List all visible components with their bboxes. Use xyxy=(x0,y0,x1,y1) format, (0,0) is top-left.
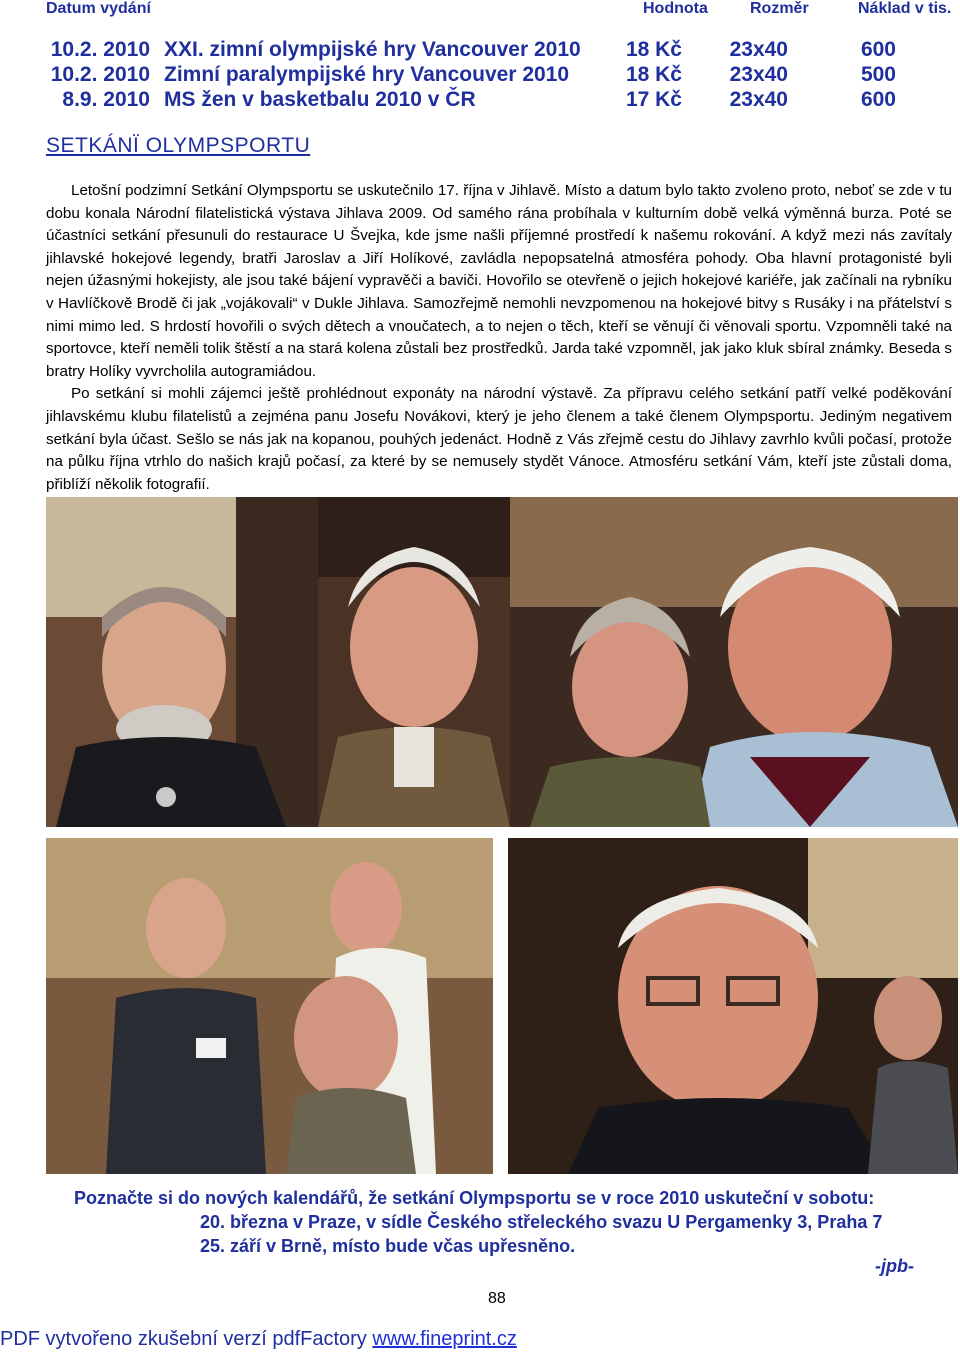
stamp-edition: 600 xyxy=(860,38,896,61)
photo-men-standing xyxy=(46,838,493,1174)
article-paragraph: Po setkání si mohli zájemci ještě prohlédnout exponáty na národní výstavě. Za přípravu celého setkání patří velké poděkování jihlavskému klubu filatelistů a zejména panu Josefu Novákovi, který je jeho členem a také členem Olympsportu. Jediným negativem setkání byla účast. Sešlo se nás jak na kopanou, pouhých jedenáct. Hodně z Vás zřejmě cestu do Jihlavy zavrhlo kvůli počasí, protože na půlku října vtrhlo do našich krajů počasí, za které by se nemusely stydět Vánoce. Atmosféru setkání Vám, kteří jste zůstali doma, přiblíží několik fotografií. xyxy=(46,385,952,493)
col-edition-header: Náklad v tis. xyxy=(858,0,952,17)
event-notice xyxy=(74,1186,954,1258)
photo-man-gray-beard xyxy=(46,497,318,827)
footer-text: PDF vytvořeno zkušební verzí pdfFactory xyxy=(0,1328,373,1350)
stamp-date: 10.2. 2010 xyxy=(50,38,150,61)
stamp-price: 18 Kč xyxy=(625,63,682,86)
author-signature: -jpb- xyxy=(875,1256,914,1276)
col-date-header: Datum vydání xyxy=(46,0,151,17)
notice-intro: Poznačte si do nových kalendářů, že setkání Olympsportu se v roce 2010 uskuteční v sobotu: xyxy=(74,1188,875,1208)
page-number: 88 xyxy=(488,1290,506,1307)
stamp-date: 8.9. 2010 xyxy=(62,88,150,111)
col-price-header: Hodnota xyxy=(643,0,708,17)
photo-men-talking xyxy=(510,497,958,827)
article-paragraph: Letošní podzimní Setkání Olympsportu se uskutečnilo 17. října v Jihlavě. Místo a datum bylo takto zvoleno proto, neboť se zde v tu dobu konala Národní filatelistická výstava Jihlava 2009. Od samého rána probíhala v kulturním době velká výměnná burza. Poté se účastníci setkání přesunuli do restaurace U Švejka, kde jsme našli příjemné prostředí k našemu rokování. A když mezi nás zavítaly jihlavské hokejové legendy, bratři Jaroslav a Jiří Holíkové, zavládla nepopsatelná atmosféra pohody. Oba hlavní protagonisté byli nejen úžasnými hokejisty, ale jsou také bájení vypravěči a baviči. Hovořilo se otevřeně o jejich hokejové kariéře, jak začínali na rybníku v Havlíčkově Brodě či jak „vojákovali“ v Dukle Jihlava. Samozřejmě nemohli nevzpomenou na hokejové bitvy s Rusáky i na přátelství s nimi mimo led. S hrdostí hovořili o svých dětech a vnoučatech, a to nejen o těch, kteří se věnují či věnovali sportu. Vzpomněli také na sportovce, kteří neměli tolik štěstí a na stará kolena zůstali bez prostředků. Jarda také vzpomněl, jak jako kluk sbíral známky. Beseda s bratry Holíky vyvrcholila autogramiádou. xyxy=(46,182,952,380)
col-size-header: Rozměr xyxy=(750,0,809,17)
notice-date-brno: 25. září v Brně, místo bude včas upřesněno. xyxy=(200,1236,576,1256)
stamp-price: 17 Kč xyxy=(625,88,682,111)
notice-date-prague: 20. března v Praze, v sídle Českého střeleckého svazu U Pergamenky 3, Praha 7 xyxy=(200,1212,883,1232)
stamp-price: 18 Kč xyxy=(625,38,682,61)
stamp-date: 10.2. 2010 xyxy=(50,63,150,86)
photo-man-white-hair xyxy=(318,497,510,827)
stamp-edition: 500 xyxy=(860,63,896,86)
stamp-name: XXI. zimní olympijské hry Vancouver 2010 xyxy=(164,38,581,61)
stamp-name: MS žen v basketbalu 2010 v ČR xyxy=(164,88,476,111)
stamp-size: 23x40 xyxy=(729,38,788,61)
footer-link[interactable]: www.fineprint.cz xyxy=(372,1328,517,1350)
article-body xyxy=(46,180,952,496)
section-title: SETKÁNÏ OLYMPSPORTU xyxy=(46,134,311,157)
stamp-size: 23x40 xyxy=(729,63,788,86)
stamp-name: Zimní paralympijské hry Vancouver 2010 xyxy=(164,63,570,86)
pdf-footer xyxy=(0,1328,517,1351)
photo-man-glasses xyxy=(508,838,958,1174)
stamp-size: 23x40 xyxy=(729,88,788,111)
stamp-edition: 600 xyxy=(860,88,896,111)
